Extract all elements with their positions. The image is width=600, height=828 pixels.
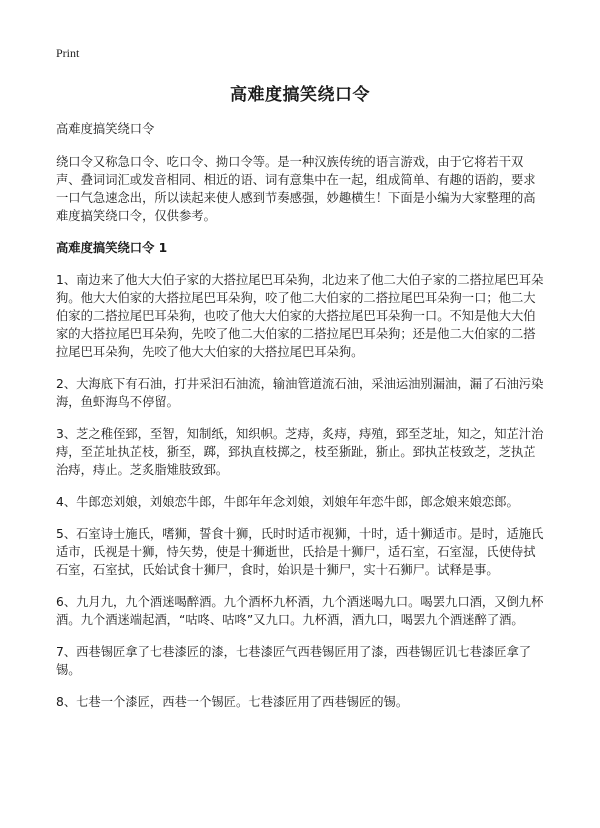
tongue-twister-item: 1、南边来了他大大伯子家的大搭拉尾巴耳朵狗，北边来了他二大伯子家的二搭拉尾巴耳朵狗。他大大伯家的大搭拉尾巴耳朵狗，咬了他二大伯家的二搭拉尾巴耳朵狗一口；他二大伯家的二搭拉尾巴耳朵狗，也咬了他大大伯家的大搭拉尾巴耳朵狗一口。不知是他大大伯家的大搭拉尾巴耳朵狗，先咬了他二大伯家的二搭拉尾巴耳朵狗；还是他二大伯家的二搭拉尾巴耳朵狗，先咬了他大大伯家的大搭拉尾巴耳朵狗。 [56, 273, 544, 359]
tongue-twister-item: 3、芝之稚侄郅，至智，知制纸，知织帜。芝痔，炙痔，痔殖，郅至芝址，知之，知芷汁治痔，至芷址执芷枝，狾至，踯，郅执直枝掷之，枝至狾趾，狾止。郅执芷枝致芝，芝执芷治痔，痔止。芝炙脂雉肢致郅。 [56, 427, 544, 477]
tongue-twister-item: 5、石室诗士施氏，嗜狮，誓食十狮，氏时时适市视狮，十时，适十狮适市。是时，适施氏适市，氏视是十狮，恃矢势，使是十狮逝世，氏拾是十狮尸，适石室，石室湿，氏使侍拭石室，石室拭，氏始试食十狮尸，食时，始识是十狮尸，实十石狮尸。试释是事。 [56, 527, 544, 577]
article-body [56, 120, 544, 725]
section-heading: 高难度搞笑绕口令 1 [56, 241, 168, 255]
tongue-twister-item: 4、牛郎恋刘娘，刘娘恋牛郎，牛郎年年念刘娘，刘娘年年恋牛郎，郎念娘来娘恋郎。 [56, 495, 519, 509]
tongue-twister-item: 7、西巷锡匠拿了七巷漆匠的漆，七巷漆匠气西巷锡匠用了漆，西巷锡匠讥七巷漆匠拿了锡。 [56, 645, 532, 677]
article-subtitle: 高难度搞笑绕口令 [56, 122, 155, 136]
tongue-twister-item: 2、大海底下有石油，打井采汩石油流，输油管道流石油，采油运油别漏油，漏了石油污染海，鱼虾海鸟不停留。 [56, 377, 544, 409]
tongue-twister-item: 8、七巷一个漆匠，西巷一个锡匠。七巷漆匠用了西巷锡匠的锡。 [56, 695, 409, 709]
tongue-twister-item: 6、九月九，九个酒迷喝醉酒。九个酒杯九杯酒，九个酒迷喝九口。喝罢九口酒，又倒九杯酒。九个酒迷端起酒，“咕咚、咕咚”又九口。九杯酒，酒九口，喝罢九个酒迷醉了酒。 [56, 595, 544, 627]
intro-paragraph: 绕口令又称急口令、吃口令、拗口令等。是一种汉族传统的语言游戏，由于它将若干双声、叠词词汇或发音相同、相近的语、词有意集中在一起，组成简单、有趣的语韵，要求一口气急速念出，所以读起来使人感到节奏感强，妙趣横生！下面是小编为大家整理的高难度搞笑绕口令，仅供参考。 [56, 155, 536, 223]
print-link[interactable]: Print [56, 46, 80, 60]
page-title: 高难度搞笑绕口令 [230, 85, 370, 105]
